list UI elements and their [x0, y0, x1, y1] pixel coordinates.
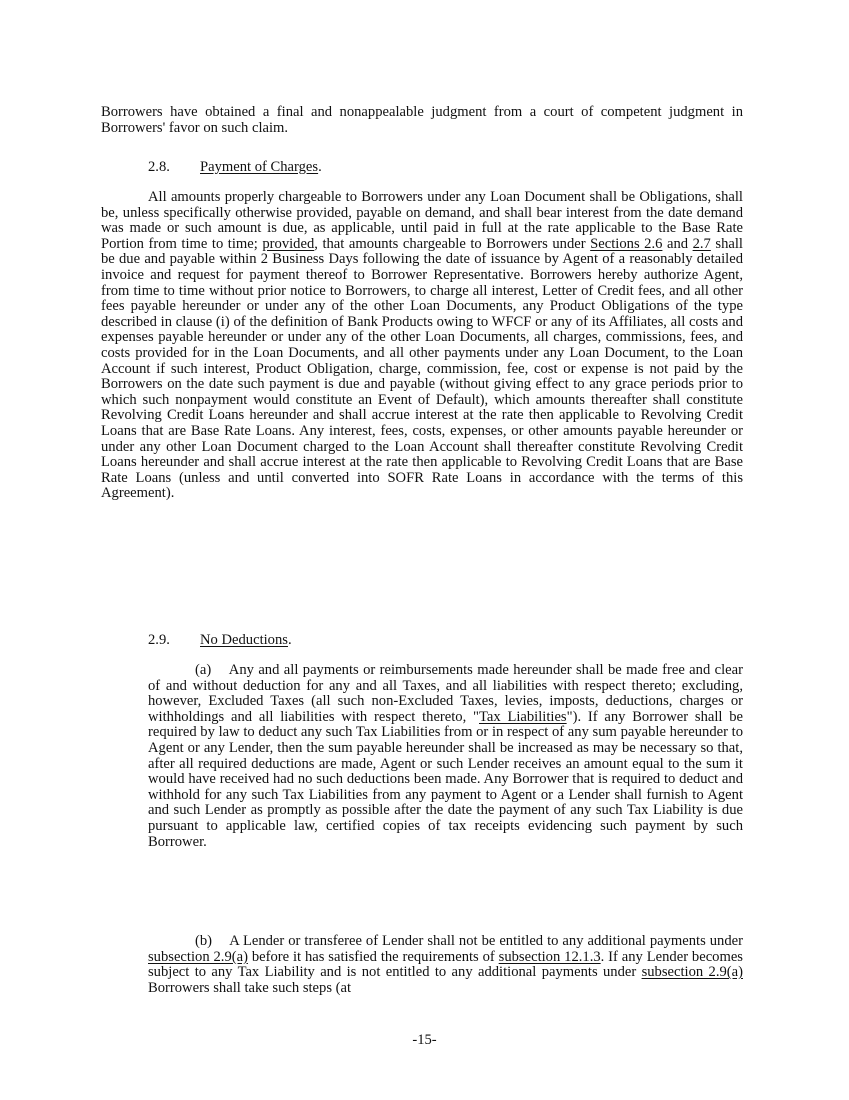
paragraph-text: "). If any Borrower shall be required by law to deduct any such Tax Liabilities from or in respect of any sum payable hereunder to Agent or any Lender, then the sum payable hereunder shall be increased as may be necessary so that, after all required deductions are made, Agent or such Lender receives an amount equal to the sum it would have received had no such deductions been made. Any Borrower that is required to deduct and withhold for any such Tax Liabilities from any payment to Agent or a Lender shall furnish to Agent and such Lender as promptly as possible after the date the payment of any such Tax Liability is due pursuant to applicable law, certified copies of tax receipts evidencing such payment by such Borrower. — [148, 708, 744, 850]
subsection-label: (a) — [195, 662, 212, 678]
page-number: -15- — [412, 1032, 437, 1048]
section-title: Payment of Charges — [200, 159, 319, 175]
defined-term: provided — [262, 235, 315, 252]
paragraph-text: All amounts properly chargeable to Borrowers under any Loan Document shall be Obligations, shall be, unless specifically otherwise provided, payable on demand, and shall bear interest from the date demand was made or such amount is due, as applicable, until paid in full at the rate applicable to the Base Rate Portion from time to time; — [101, 189, 743, 252]
section-2-9-heading: 2.9. No Deductions. — [148, 632, 292, 648]
section-title: No Deductions — [200, 632, 288, 648]
paragraph-text: and — [666, 235, 689, 252]
paragraph-text: Borrowers shall take such steps (at — [148, 979, 352, 996]
section-number: 2.9. — [148, 632, 170, 648]
subsection-label: (b) — [195, 933, 213, 949]
section-number: 2.8. — [148, 159, 170, 175]
section-2-8-paragraph — [101, 190, 743, 502]
defined-term: Tax Liabilities — [479, 708, 567, 725]
paragraph-text: . If any Lender becomes subject to any Tax Liability and is not entitled to any additional payments under — [148, 948, 743, 981]
paragraph-text: before it has satisfied the requirements of — [251, 948, 495, 965]
continuation-text: Borrowers have obtained a final and nonappealable judgment from a court of competent judgment in Borrowers' favor on such claim. — [101, 104, 743, 136]
cross-reference-link: subsection 12.1.3 — [498, 948, 601, 965]
paragraph-text: shall be due and payable within 2 Business Days following the date of issuance by Agent of a reasonably detailed invoice and request for payment thereof to Borrower Representative. Borrowers hereby authorize Agent, from time to time without prior notice to Borrowers, to charge all interest, Letter of Credit fees, and all other fees payable hereunder or under any of the other Loan Documents, any Product Obligations of the type described in clause (i) of the definition of Bank Products owing to WFCF or any of its Affiliates, all costs and expenses payable hereunder or under any of the other Loan Documents, all charges, commissions, fees, and costs provided for in the Loan Documents, and all other payments under any Loan Document, to the Loan Account if such interest, Product Obligation, charge, commission, fee, cost or expense is not paid by the Borrowers on the date such payment is due and payable (without giving effect to any grace periods prior to which such nonpayment would constitute an Event of Default), which amounts thereafter shall constitute Revolving Credit Loans hereunder and shall accrue interest at the rate then applicable to Revolving Credit Loans that are Base Rate Loans. Any interest, fees, costs, expenses, or other amounts payable hereunder or under any other Loan Document charged to the Loan Account shall thereafter constitute Revolving Credit Loans hereunder and shall accrue interest at the rate then applicable to Revolving Credit Loans that are Base Rate Loans (unless and until converted into SOFR Rate Loans in accordance with the terms of this Agreement). — [101, 235, 743, 502]
cross-reference-link: 2.7 — [692, 235, 711, 252]
cross-reference-link: subsection 2.9(a) — [148, 948, 248, 965]
subsection-a-paragraph — [148, 663, 743, 850]
paragraph-text: A Lender or transferee of Lender shall not be entitled to any additional payments under — [229, 933, 743, 949]
section-2-8-heading: 2.8. Payment of Charges. — [148, 159, 322, 175]
continuation-paragraph — [101, 105, 743, 136]
subsection-b-paragraph — [148, 934, 743, 996]
paragraph-text: , that amounts chargeable to Borrowers under — [314, 235, 586, 252]
cross-reference-link: subsection 2.9(a) — [641, 964, 743, 981]
paragraph-text: Any and all payments or reimbursements made hereunder shall be made free and clear of and without deduction for any and all Taxes, and all liabilities with respect thereto; excluding, however, Excluded Taxes (all such non-Excluded Taxes, levies, imposts, deductions, charges or withholdings and all liabilities with respect thereto, " — [148, 662, 743, 725]
cross-reference-link: Sections 2.6 — [590, 235, 663, 252]
